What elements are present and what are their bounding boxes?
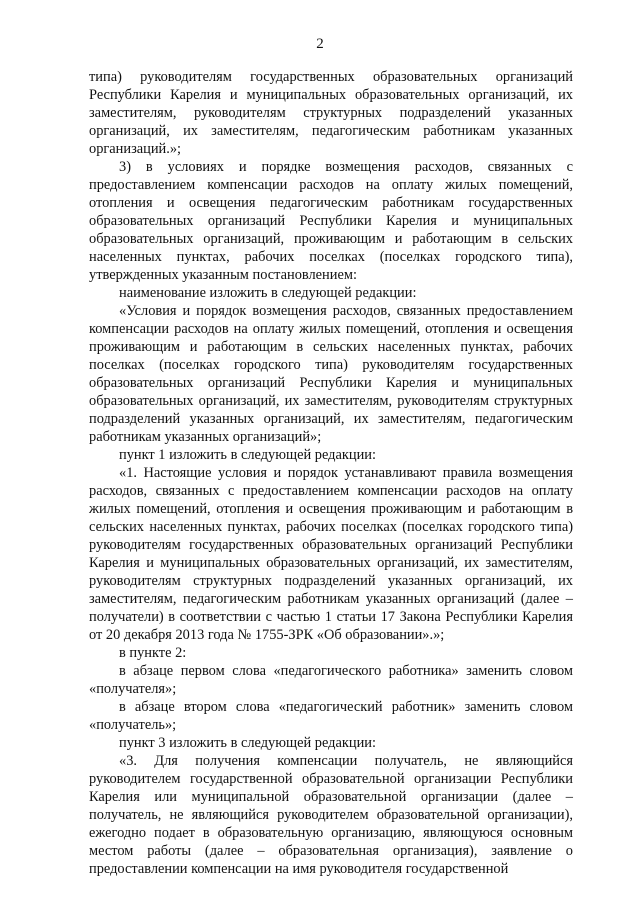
paragraph: в пункте 2: xyxy=(119,645,187,661)
paragraph: «1. Настоящие условия и порядок устанавливают правила возмещения расходов, связанных с предоставлением компенсации расходов на оплату жилых помещений, отопления и освещения проживающим и работающим в сельских населенных пунктах, рабочих поселках (поселках городского типа) руководителям государственных образовательных организаций Республики Карелия и муниципальных образовательных организаций, их заместителям, руководителям структурных подразделений указанных организаций, их заместителям, педагогическим работникам указанных организаций (далее – получатели) в соответствии с частью 1 статьи 17 Закона Республики Карелия от 20 декабря 2013 года № 1755-ЗРК «Об образовании».»; xyxy=(89,465,573,643)
page-number: 2 xyxy=(316,36,324,52)
paragraph: «Условия и порядок возмещения расходов, связанных предоставлением компенсации расходов на оплату жилых помещений, отопления и освещения проживающим и работающим в сельских населенных пунктах, рабочих поселках (поселках городского типа) руководителям государственных образовательных организаций Республики Карелия и муниципальных образовательных организаций, их заместителям, руководителям структурных подразделений указанных организаций, их заместителям, педагогическим работникам указанных организаций»; xyxy=(89,303,573,445)
paragraph: пункт 3 изложить в следующей редакции: xyxy=(119,735,376,751)
paragraph: «3. Для получения компенсации получатель, не являющийся руководителем государственной образовательной организации Республики Карелия или муниципальной образовательной организации (далее – получатель, не являющийся руководителем образовательной организации), ежегодно подает в образовательную организацию, являющуюся основным местом работы (далее – образовательная организация), заявление о предоставлении компенсации на имя руководителя государственной xyxy=(89,753,573,877)
document-body xyxy=(89,68,573,878)
paragraph: в абзаце первом слова «педагогического работника» заменить словом «получателя»; xyxy=(89,663,573,697)
paragraph: типа) руководителям государственных образовательных организаций Республики Карелия и муниципальных образовательных организаций, их заместителям, руководителям структурных подразделений указанных организаций, их заместителям, педагогическим работникам указанных организаций.»; xyxy=(89,69,573,157)
paragraph: в абзаце втором слова «педагогический работник» заменить словом «получатель»; xyxy=(89,699,573,733)
paragraph: наименование изложить в следующей редакции: xyxy=(119,285,417,301)
paragraph: 3) в условиях и порядке возмещения расходов, связанных с предоставлением компенсации расходов на оплату жилых помещений, отопления и освещения педагогическим работникам государственных образовательных организаций Республики Карелия и муниципальных образовательных организаций, проживающим и работающим в сельских населенных пунктах, рабочих поселках (поселках городского типа), утвержденных указанным постановлением: xyxy=(89,159,573,283)
paragraph: пункт 1 изложить в следующей редакции: xyxy=(119,447,376,463)
